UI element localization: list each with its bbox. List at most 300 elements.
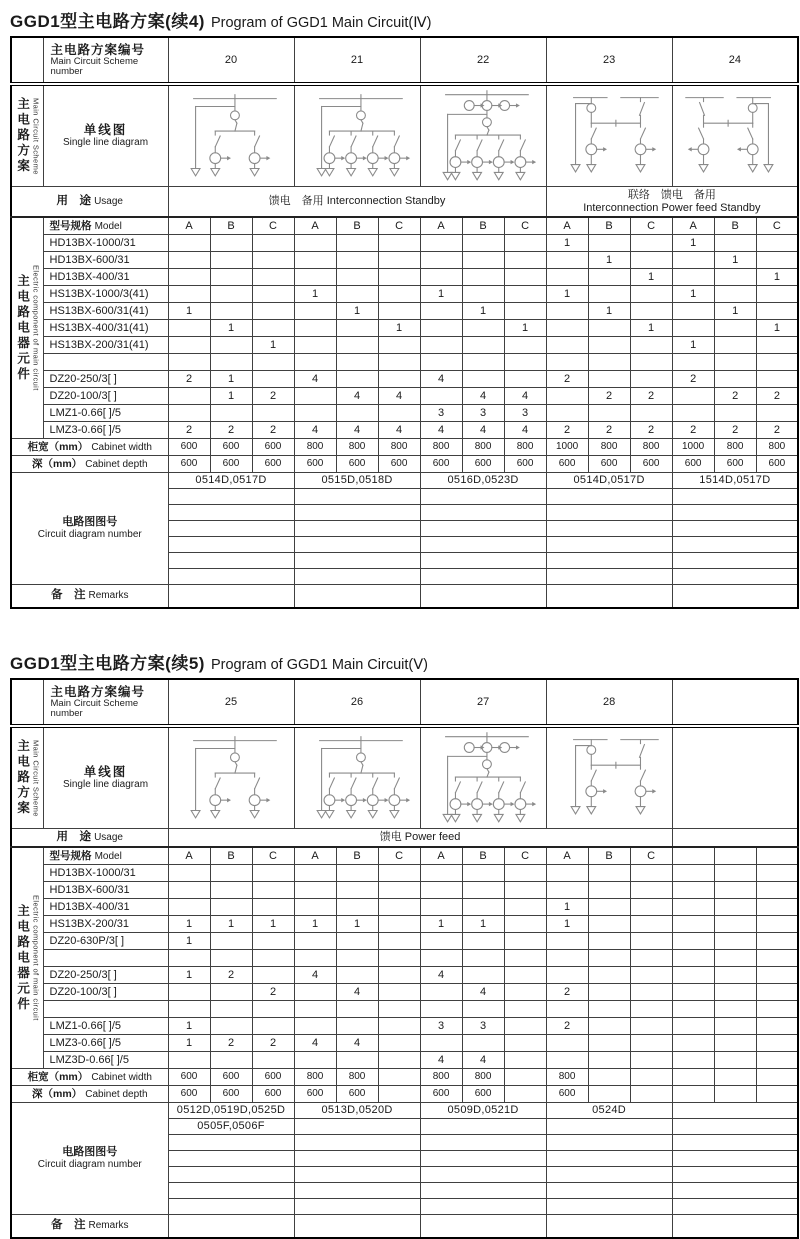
value-cell [210,252,252,269]
model-label: DZ20-250/3[ ] [43,967,168,984]
value-cell [420,303,462,320]
single-line-diagram [672,726,798,829]
value-cell: 1 [588,303,630,320]
value-cell [420,388,462,405]
cabinet-width-cell: 800 [504,439,546,456]
scheme-number-label: 主电路方案编号 Main Circuit Scheme number [43,679,168,726]
single-line-diagram-svg [170,731,292,827]
model-label: HS13BX-200/31(41) [43,337,168,354]
value-cell: 1 [294,286,336,303]
value-cell: 4 [294,1035,336,1052]
cabinet-depth-cell [504,1086,546,1103]
circuit-diagram-number-cell [168,537,294,553]
remarks-label: 备 注 Remarks [11,1215,168,1239]
value-cell [420,933,462,950]
value-cell: 2 [588,388,630,405]
value-cell [462,899,504,916]
value-cell [168,950,210,967]
value-cell [546,320,588,337]
value-cell [462,1035,504,1052]
remarks-cell [294,585,420,609]
value-cell [252,865,294,882]
phase-header-cell: B [714,217,756,235]
single-line-diagram-label: 单线图 Single line diagram [43,84,168,187]
value-cell [252,967,294,984]
value-cell [504,967,546,984]
value-cell: 1 [462,303,504,320]
circuit-diagram-number-cell [546,1199,672,1215]
value-cell [462,269,504,286]
value-cell [546,1001,588,1018]
value-cell: 2 [546,371,588,388]
circuit-diagram-number-cell [294,1199,420,1215]
model-label: DZ20-100/3[ ] [43,984,168,1001]
circuit-diagram-number-cell [168,521,294,537]
value-cell [462,286,504,303]
circuit-diagram-number-cell [294,553,420,569]
circuit-diagram-number-cell [672,489,798,505]
value-cell [756,1001,798,1018]
value-cell [420,865,462,882]
value-cell [336,950,378,967]
model-label: HD13BX-1000/31 [43,865,168,882]
value-cell: 4 [420,1052,462,1069]
value-cell [252,899,294,916]
value-cell [672,1001,714,1018]
scheme-number: 22 [420,37,546,84]
circuit-diagram-number-cell [546,1183,672,1199]
value-cell [672,967,714,984]
circuit-diagram-number-cell [168,1167,294,1183]
main-circuit-scheme-vertical-label: 主电路方案 Main Circuit Scheme [11,726,43,829]
value-cell [588,984,630,1001]
value-cell [546,933,588,950]
cabinet-depth-cell: 600 [420,1086,462,1103]
single-line-diagram-label: 单线图 Single line diagram [43,726,168,829]
value-cell [630,405,672,422]
cabinet-depth-label: 深（mm） Cabinet depth [11,456,168,473]
value-cell: 1 [252,916,294,933]
value-cell [462,967,504,984]
value-cell [168,899,210,916]
value-cell [210,1001,252,1018]
value-cell [546,354,588,371]
cabinet-depth-cell: 600 [336,456,378,473]
circuit-diagram-number-cell [294,1167,420,1183]
value-cell [546,1052,588,1069]
circuit-diagram-number-cell: 0524D [546,1103,672,1119]
cabinet-depth-cell: 600 [378,456,420,473]
cabinet-width-cell: 600 [252,439,294,456]
value-cell [210,865,252,882]
value-cell: 1 [420,286,462,303]
phase-header-cell: A [168,847,210,865]
value-cell: 2 [210,422,252,439]
value-cell: 1 [630,320,672,337]
phase-header-cell: A [294,217,336,235]
model-label: HS13BX-600/31(41) [43,303,168,320]
scheme-number: 25 [168,679,294,726]
value-cell: 3 [420,1018,462,1035]
value-cell [336,405,378,422]
value-cell [252,303,294,320]
circuit-diagram-number-cell [672,1103,798,1119]
value-cell [672,303,714,320]
model-label: HD13BX-600/31 [43,882,168,899]
value-cell [756,865,798,882]
value-cell: 4 [294,967,336,984]
value-cell: 1 [168,1018,210,1035]
value-cell [714,984,756,1001]
cabinet-depth-cell: 600 [294,1086,336,1103]
value-cell [756,916,798,933]
scheme-number-empty [672,679,798,726]
value-cell [210,286,252,303]
value-cell: 4 [504,422,546,439]
value-cell [252,1018,294,1035]
value-cell [756,303,798,320]
circuit-diagram-number-cell [420,1119,546,1135]
cabinet-width-cell: 800 [462,1069,504,1086]
value-cell [168,388,210,405]
scheme-number: 21 [294,37,420,84]
value-cell [252,354,294,371]
value-cell: 2 [168,371,210,388]
value-cell: 1 [168,1035,210,1052]
value-cell [588,337,630,354]
phase-header-cell: B [462,217,504,235]
value-cell [630,984,672,1001]
cabinet-width-cell: 800 [336,439,378,456]
value-cell: 4 [294,371,336,388]
value-cell [168,1052,210,1069]
value-cell [672,865,714,882]
value-cell [168,235,210,252]
circuit-diagram-number-cell [672,1151,798,1167]
value-cell [210,1018,252,1035]
cabinet-width-cell: 800 [462,439,504,456]
value-cell: 4 [462,984,504,1001]
cabinet-width-cell [714,1069,756,1086]
usage-label: 用 途 Usage [11,187,168,218]
cabinet-depth-cell: 600 [672,456,714,473]
value-cell [756,405,798,422]
value-cell: 4 [336,422,378,439]
value-cell [672,950,714,967]
value-cell [504,933,546,950]
value-cell: 3 [462,405,504,422]
value-cell [504,916,546,933]
usage-label: 用 途 Usage [11,829,168,848]
value-cell [336,371,378,388]
value-cell: 4 [294,422,336,439]
value-cell: 4 [462,1052,504,1069]
circuit-diagram-number-cell [420,521,546,537]
circuit-diagram-number-cell [672,569,798,585]
value-cell: 2 [546,984,588,1001]
circuit-diagram-number-cell [168,1135,294,1151]
value-cell [672,269,714,286]
value-cell [336,967,378,984]
model-label: HD13BX-400/31 [43,899,168,916]
value-cell [336,1052,378,1069]
value-cell [714,967,756,984]
value-cell: 1 [714,252,756,269]
title-english: Program of GGD1 Main Circuit(Ⅳ) [210,15,432,31]
value-cell: 2 [168,422,210,439]
value-cell [504,303,546,320]
value-cell [378,337,420,354]
cabinet-depth-cell: 600 [546,456,588,473]
single-line-diagram-svg [170,89,292,185]
value-cell: 1 [546,235,588,252]
circuit-diagram-number-cell [672,1183,798,1199]
phase-header-cell: C [756,217,798,235]
value-cell [420,1001,462,1018]
single-line-diagram [420,726,546,829]
value-cell [588,1035,630,1052]
value-cell [504,882,546,899]
value-cell [294,320,336,337]
value-cell [672,933,714,950]
title-chinese: GGD1型主电路方案(续5) [10,654,205,673]
value-cell [756,1052,798,1069]
model-label: HS13BX-400/31(41) [43,320,168,337]
value-cell [504,269,546,286]
value-cell: 4 [462,422,504,439]
value-cell [672,354,714,371]
cabinet-width-cell: 800 [714,439,756,456]
value-cell [630,1035,672,1052]
cabinet-width-cell: 600 [252,1069,294,1086]
value-cell [294,1018,336,1035]
value-cell [462,933,504,950]
value-cell [672,1035,714,1052]
value-cell: 2 [630,388,672,405]
value-cell: 1 [168,916,210,933]
value-cell [210,405,252,422]
value-cell: 3 [420,405,462,422]
value-cell: 1 [168,933,210,950]
value-cell: 4 [462,388,504,405]
circuit-diagram-number-cell [546,537,672,553]
value-cell [546,1035,588,1052]
cabinet-width-cell: 800 [420,439,462,456]
value-cell [714,950,756,967]
cabinet-width-cell: 800 [756,439,798,456]
circuit-diagram-number-cell [420,1151,546,1167]
value-cell [378,950,420,967]
circuit-diagram-number-cell [294,505,420,521]
value-cell: 2 [252,422,294,439]
value-cell [210,933,252,950]
value-cell [210,269,252,286]
value-cell: 1 [546,899,588,916]
value-cell [630,286,672,303]
value-cell [420,984,462,1001]
value-cell [462,1001,504,1018]
value-cell [252,252,294,269]
value-cell [588,269,630,286]
phase-header-cell: A [546,847,588,865]
value-cell: 1 [168,303,210,320]
value-cell [420,950,462,967]
value-cell [378,235,420,252]
circuit-diagram-number-cell [294,1135,420,1151]
value-cell: 4 [420,967,462,984]
circuit-diagram-number-cell [294,1119,420,1135]
value-cell [252,882,294,899]
value-cell: 2 [210,1035,252,1052]
cabinet-width-cell: 600 [210,1069,252,1086]
value-cell [630,899,672,916]
scheme-number: 23 [546,37,672,84]
cabinet-depth-cell: 600 [294,456,336,473]
value-cell [378,354,420,371]
value-cell: 1 [756,269,798,286]
value-cell [672,1052,714,1069]
page-title-1 [10,7,797,32]
value-cell: 2 [252,984,294,1001]
value-cell [588,933,630,950]
usage-cell: 馈电 Power feed [168,829,672,848]
value-cell [504,337,546,354]
circuit-diagram-number-cell [420,553,546,569]
value-cell [294,269,336,286]
value-cell [210,235,252,252]
cabinet-width-cell: 1000 [672,439,714,456]
value-cell: 1 [294,916,336,933]
value-cell [546,967,588,984]
cabinet-width-cell: 800 [336,1069,378,1086]
cabinet-depth-cell: 600 [252,1086,294,1103]
value-cell [420,882,462,899]
value-cell [504,252,546,269]
value-cell [378,252,420,269]
phase-header-cell: B [210,217,252,235]
circuit-diagram-number-label: 电路图图号 Circuit diagram number [11,1103,168,1215]
value-cell [336,865,378,882]
value-cell [756,899,798,916]
circuit-diagram-number-cell: 0515D,0518D [294,473,420,489]
cabinet-width-cell [504,1069,546,1086]
value-cell [756,371,798,388]
value-cell [336,1001,378,1018]
value-cell: 1 [588,252,630,269]
value-cell: 2 [756,422,798,439]
title-chinese: GGD1型主电路方案(续4) [10,12,205,31]
circuit-diagram-number-cell: 0514D,0517D [168,473,294,489]
value-cell [672,1018,714,1035]
cabinet-width-cell [378,1069,420,1086]
value-cell: 1 [168,967,210,984]
cabinet-depth-cell: 600 [210,456,252,473]
circuit-diagram-number-cell [546,521,672,537]
circuit-diagram-number-cell [420,505,546,521]
remarks-cell [546,1215,672,1239]
remarks-cell [420,1215,546,1239]
value-cell: 1 [546,286,588,303]
value-cell [252,933,294,950]
value-cell [294,1001,336,1018]
value-cell [588,865,630,882]
value-cell [588,1018,630,1035]
circuit-diagram-number-cell [546,505,672,521]
value-cell [378,303,420,320]
scheme-number: 26 [294,679,420,726]
value-cell [756,967,798,984]
value-cell [252,320,294,337]
corner-cell [11,679,43,726]
model-label: HD13BX-600/31 [43,252,168,269]
cabinet-width-cell [756,1069,798,1086]
value-cell [588,371,630,388]
value-cell [336,235,378,252]
value-cell [756,337,798,354]
cabinet-width-cell: 600 [168,1069,210,1086]
value-cell: 3 [504,405,546,422]
value-cell [168,269,210,286]
circuit-diagram-number-cell [294,521,420,537]
model-label [43,354,168,371]
value-cell [210,950,252,967]
value-cell [294,899,336,916]
value-cell [756,286,798,303]
value-cell [630,933,672,950]
cabinet-width-cell: 800 [378,439,420,456]
value-cell [420,1035,462,1052]
value-cell [714,337,756,354]
value-cell [252,235,294,252]
circuit-diagram-number-cell: 0516D,0523D [420,473,546,489]
model-label: DZ20-100/3[ ] [43,388,168,405]
value-cell [546,950,588,967]
value-cell [336,899,378,916]
value-cell [588,286,630,303]
phase-header-cell: C [252,847,294,865]
value-cell [462,882,504,899]
cabinet-depth-cell: 600 [588,456,630,473]
value-cell [210,899,252,916]
value-cell [504,1018,546,1035]
phase-header-cell: C [504,847,546,865]
value-cell: 1 [210,388,252,405]
phase-header-cell: C [378,217,420,235]
cabinet-width-cell: 600 [210,439,252,456]
value-cell [714,1001,756,1018]
value-cell [378,984,420,1001]
single-line-diagram [294,726,420,829]
value-cell [714,933,756,950]
phase-header-cell: A [672,217,714,235]
phase-header-cell: B [336,847,378,865]
circuit-diagram-number-cell [420,1135,546,1151]
phase-header-cell: C [504,217,546,235]
phase-header-cell: A [546,217,588,235]
value-cell: 1 [462,916,504,933]
cabinet-width-cell: 800 [546,1069,588,1086]
value-cell [504,354,546,371]
value-cell: 2 [672,371,714,388]
cabinet-depth-cell: 600 [630,456,672,473]
cabinet-depth-cell [588,1086,630,1103]
value-cell [294,303,336,320]
value-cell [588,405,630,422]
value-cell [714,916,756,933]
circuit-diagram-number-cell [546,553,672,569]
remarks-cell [168,585,294,609]
value-cell [294,337,336,354]
